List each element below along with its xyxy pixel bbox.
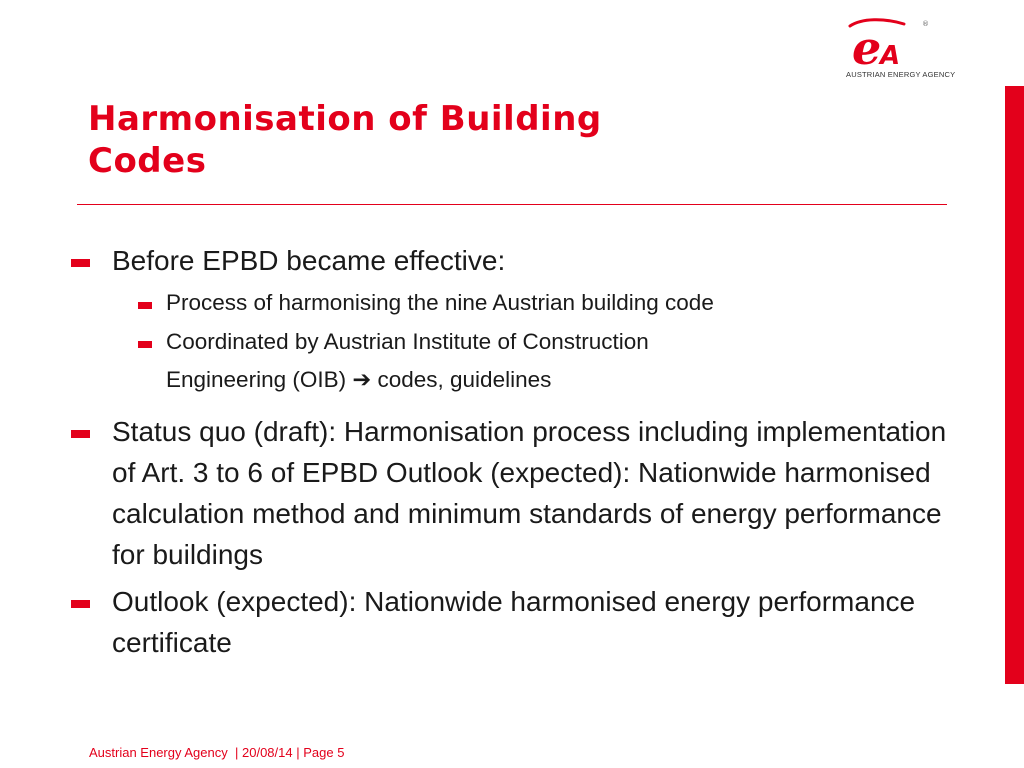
logo-caption: AUSTRIAN ENERGY AGENCY xyxy=(846,70,956,79)
bullet-text: Before EPBD became effective: xyxy=(112,245,506,276)
footer-page: Page 5 xyxy=(303,745,345,760)
sub-bullet-text-line2: Engineering (OIB) xyxy=(166,367,347,392)
bullet-text: Outlook (expected): Nationwide harmonised energy performance certificate xyxy=(112,586,916,658)
registered-mark: ® xyxy=(922,20,929,28)
square-bullet-icon xyxy=(71,600,90,608)
bullet-text: Status quo (draft): Harmonisation process including implementation of Art. 3 to 6 of EPBD Outlook (expected): Nationwide harmonised calculation method and minimum standards of energy performance for buildings xyxy=(112,416,947,570)
footer-separator: | xyxy=(234,745,239,760)
right-accent-bar xyxy=(1005,86,1024,684)
square-bullet-icon xyxy=(71,259,90,267)
sub-bullet-text: Coordinated by Austrian Institute of Construction xyxy=(166,329,649,354)
title-line-1: Harmonisation of Building xyxy=(88,99,602,139)
sub-bullet-process xyxy=(68,284,968,322)
sub-bullet-coordinated xyxy=(68,323,968,399)
title-line-2: Codes xyxy=(88,141,207,181)
slide-footer xyxy=(89,745,344,760)
footer-separator: | xyxy=(296,745,300,760)
sub-bullet-text-line2-end: codes, guidelines xyxy=(377,367,552,392)
logo-letter-a: A xyxy=(880,41,901,70)
title-divider xyxy=(77,204,947,205)
logo-letter-e: e xyxy=(852,21,882,70)
arrow-right-icon: ➔ xyxy=(352,367,372,393)
square-bullet-icon xyxy=(138,302,152,309)
bullet-outlook xyxy=(68,581,968,663)
sub-bullet-text: Process of harmonising the nine Austrian building code xyxy=(166,290,714,315)
square-bullet-icon xyxy=(71,430,90,438)
austrian-energy-agency-logo xyxy=(838,14,958,80)
square-bullet-icon xyxy=(138,341,152,348)
logo-mark xyxy=(838,14,958,70)
bullet-status-quo xyxy=(68,411,968,575)
footer-date: 20/08/14 xyxy=(242,745,293,760)
slide-title xyxy=(88,98,788,182)
bullet-list xyxy=(68,240,968,663)
bullet-before-epbd xyxy=(68,240,968,281)
footer-org: Austrian Energy Agency xyxy=(89,745,228,760)
